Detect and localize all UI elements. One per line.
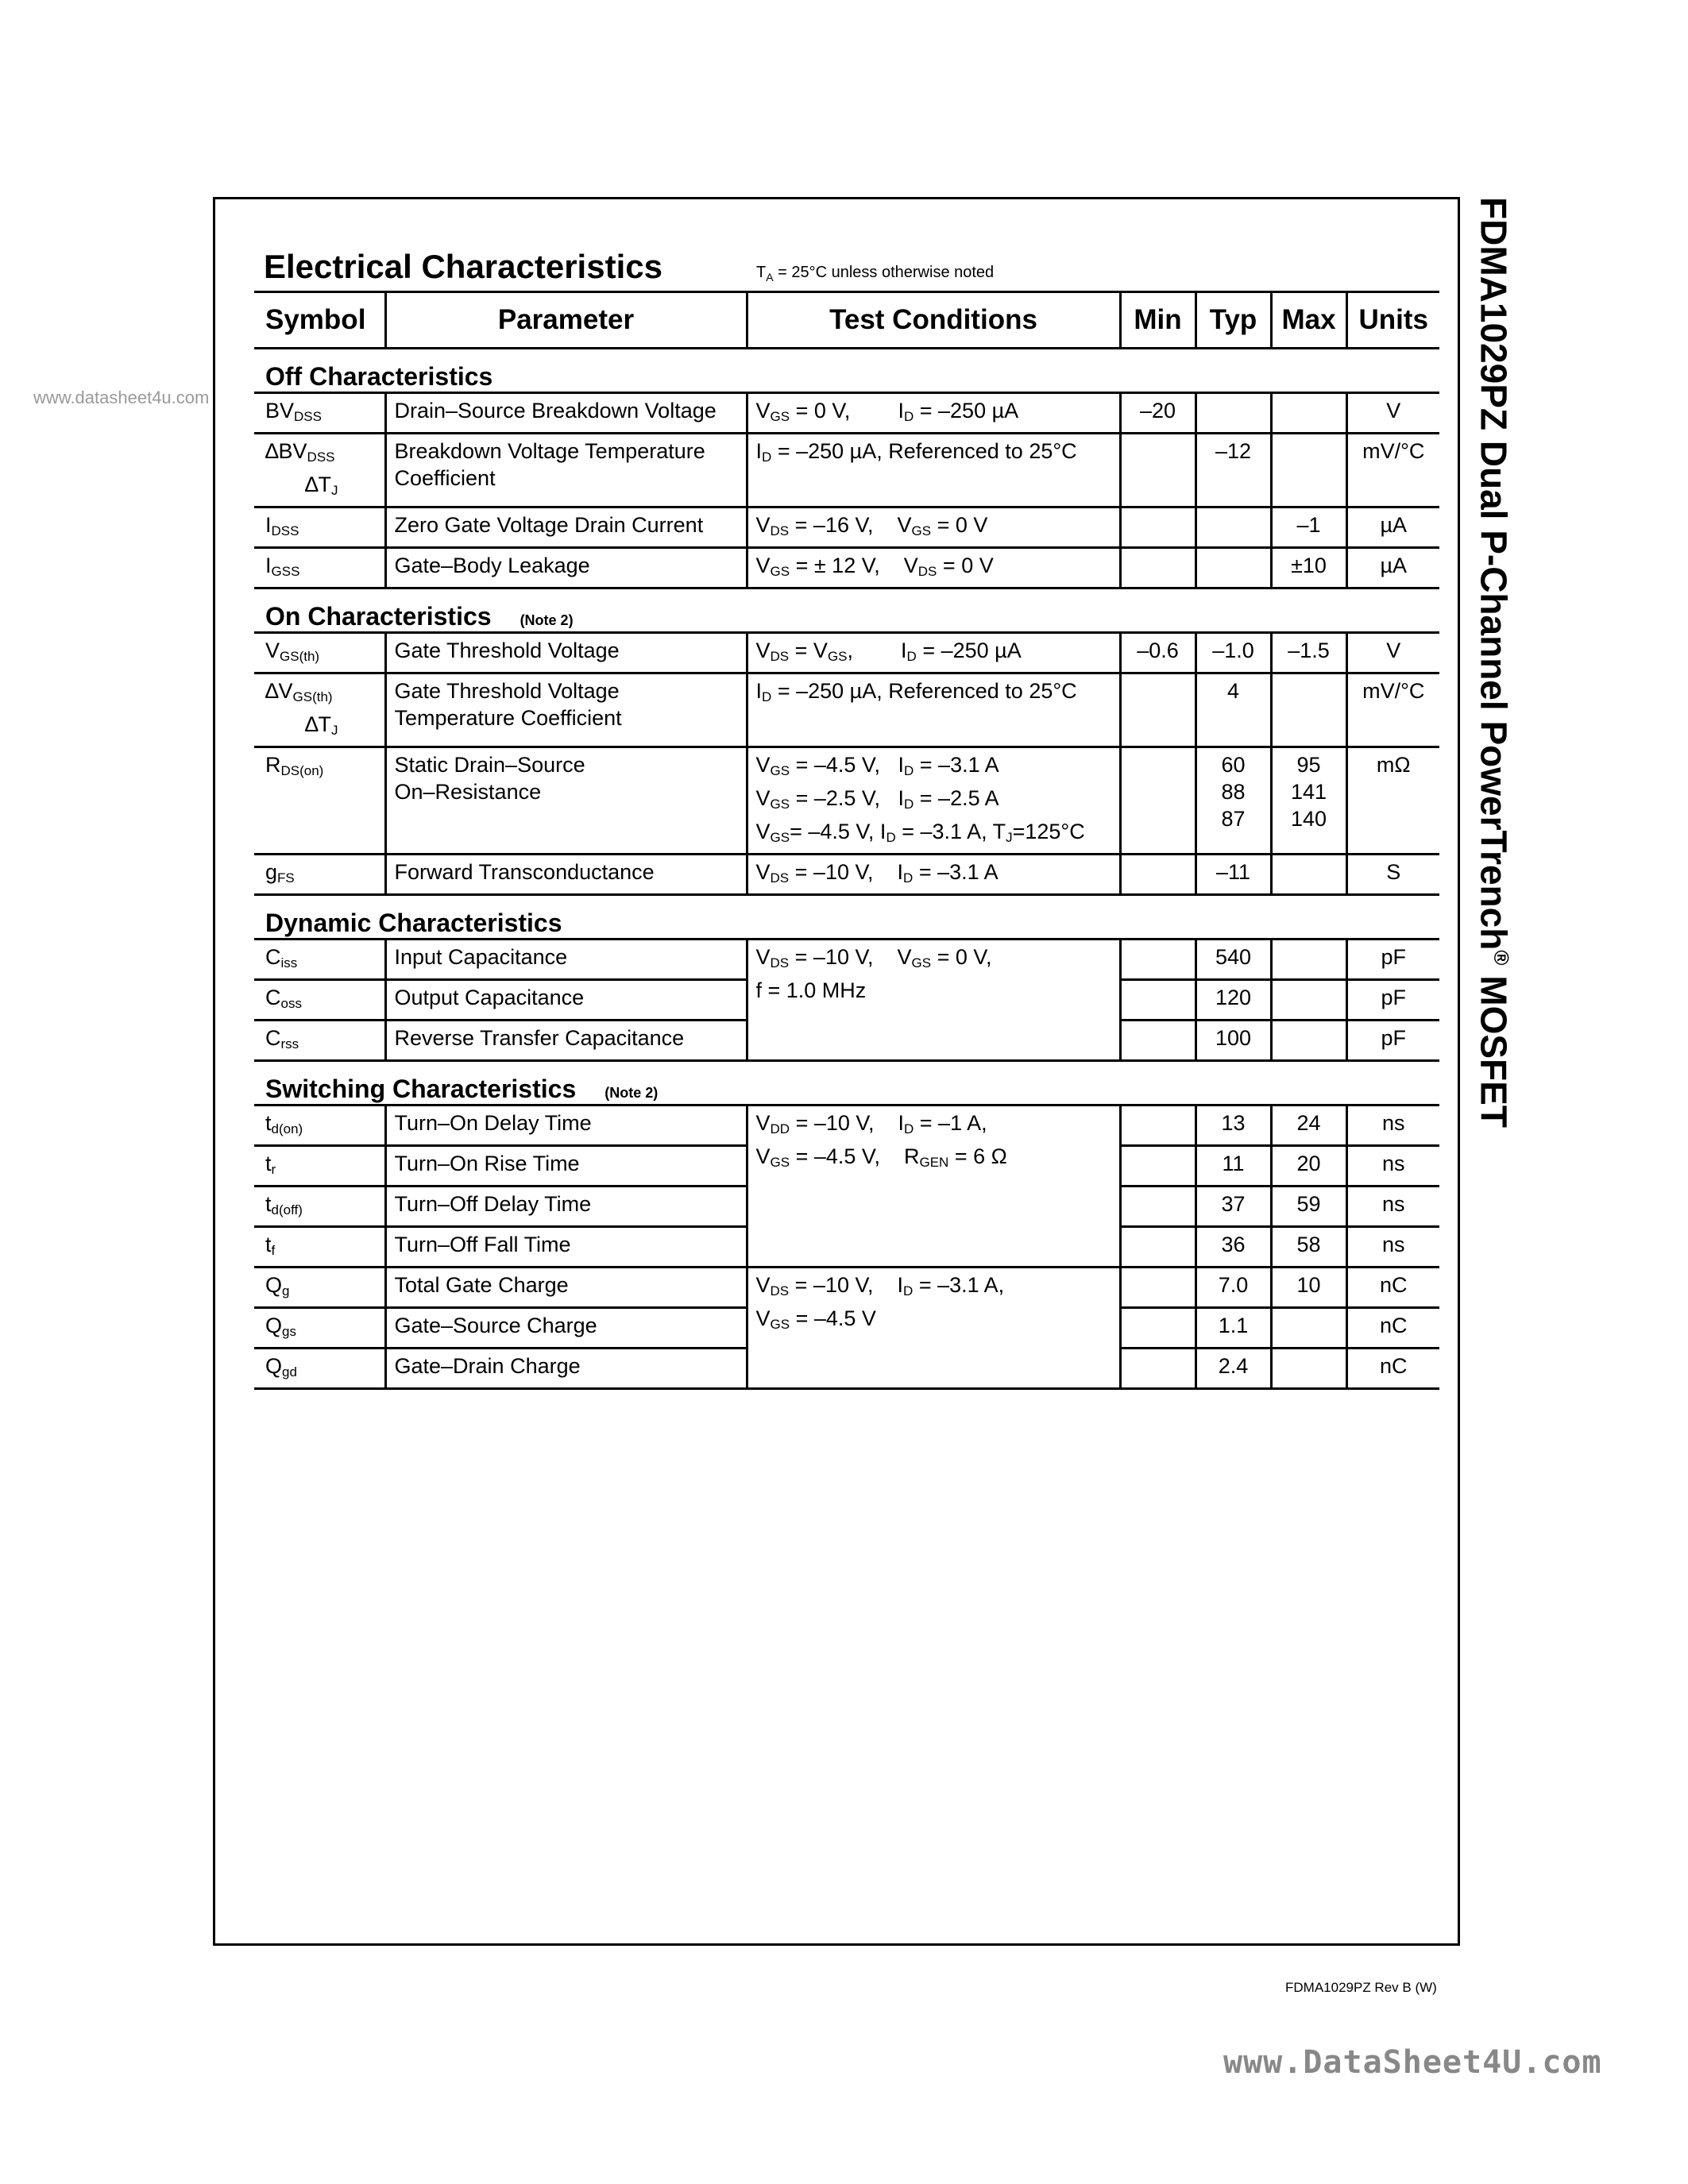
table-row: $t_f$ Turn–Off Fall Time 36 58 ns	[254, 1227, 1439, 1268]
table-row: $I_{DSS}$ Zero Gate Voltage Drain Current $V_{DS} = -16$ V, $V_{GS} = 0$ V –1 µA	[254, 507, 1439, 548]
side-title	[1466, 197, 1537, 1190]
col-min: Min	[1120, 292, 1196, 349]
table-row: $BV_{DSS}$ Drain–Source Breakdown Voltage $V_{GS} = 0$ V, $I_D = -250$ µA –20 V	[254, 393, 1439, 434]
page-title: Electrical Characteristics	[264, 248, 662, 285]
table-row: $t_{d(off)}$ Turn–Off Delay Time 37 59 ns	[254, 1187, 1439, 1227]
watermark-top: www.datasheet4u.com	[33, 388, 210, 407]
section-title: Dynamic Characteristics	[254, 895, 1439, 940]
section-row	[254, 1061, 1439, 1106]
col-max: Max	[1271, 292, 1346, 349]
revision-footer: FDMA1029PZ Rev B (W)	[1285, 1980, 1437, 1995]
table-row: $C_{oss}$ Output Capacitance 120 pF	[254, 980, 1439, 1021]
side-title-text: FDMA1029PZ Dual P-Channel PowerTrench	[1473, 197, 1515, 951]
table-row: $Q_{gd}$ Gate–Drain Charge 2.4 nC	[254, 1349, 1439, 1389]
col-test-conditions: Test Conditions	[747, 292, 1120, 349]
table-header	[254, 292, 1439, 349]
section-title: Switching Characteristics (Note 2)	[254, 1061, 1439, 1106]
col-parameter: Parameter	[385, 292, 747, 349]
table-row: $g_{FS}$ Forward Transconductance $V_{DS} = -10$ V, $I_D = -3.1$ A –11 S	[254, 855, 1439, 895]
section-heading	[264, 248, 995, 286]
table-row: $Q_g$ Total Gate Charge $V_{DS} = -10$ V, $I_D = -3.1$ A, $V_{GS} = -4.5$ V 7.0 10 nC	[254, 1268, 1439, 1308]
col-typ: Typ	[1196, 292, 1271, 349]
registered-mark: ®	[1489, 950, 1513, 966]
table-row: $\Delta BV_{DSS}$ $\Delta T_J$ Breakdown Voltage Temperature Coefficient $I_D = -250$ µA, Referenced to 25°C –12 mV/°C	[254, 434, 1439, 507]
table-row: $I_{GSS}$ Gate–Body Leakage $V_{GS}$ = ± 12 V, $V_{DS} = 0$ V ±10 µA	[254, 548, 1439, 588]
section-row	[254, 895, 1439, 940]
col-units: Units	[1346, 292, 1439, 349]
section-title: Off Characteristics	[254, 349, 1439, 393]
watermark-bottom: www.DataSheet4U.com	[1223, 2044, 1602, 2081]
table-row: $t_{d(on)}$ Turn–On Delay Time $V_{DD} = -10$ V, $I_D = -1$ A, $V_{GS} = -4.5$ V, $R_{GEN} = 6$ Ω 13 24 ns	[254, 1106, 1439, 1146]
table-row: $C_{rss}$ Reverse Transfer Capacitance 100 pF	[254, 1021, 1439, 1061]
table-row: $t_r$ Turn–On Rise Time 11 20 ns	[254, 1146, 1439, 1187]
table-row: $V_{GS(th)}$ Gate Threshold Voltage $V_{DS} = V_{GS}$, $I_D = -250$ µA –0.6 –1.0 –1.5 V	[254, 633, 1439, 673]
section-row	[254, 349, 1439, 393]
side-title-tail: MOSFET	[1473, 975, 1515, 1128]
electrical-characteristics-table	[254, 291, 1439, 1390]
table-row: $R_{DS(on)}$ Static Drain–Source On–Resistance $V_{GS} = -4.5$ V, $I_D = -3.1$ A $V_{GS} = -2.5$ V, $I_D = -2.5$ A $V_{GS}= -4.5$ V, $I_D = -3.1$ A, $T_J=125^\circ C$ 60 88 87 95 141 140 mΩ	[254, 747, 1439, 855]
table-row: $C_{iss}$ Input Capacitance $V_{DS} = -10$ V, $V_{GS} = 0$ V, f = 1.0 MHz 540 pF	[254, 940, 1439, 980]
section-row	[254, 588, 1439, 633]
col-symbol: Symbol	[254, 292, 385, 349]
section-title: On Characteristics (Note 2)	[254, 588, 1439, 633]
test-condition-note: $T_A = 25^\circ C$ unless otherwise noted	[756, 264, 995, 284]
table-row: $Q_{gs}$ Gate–Source Charge 1.1 nC	[254, 1308, 1439, 1349]
table-row: $\Delta V_{GS(th)}$ $\Delta T_J$ Gate Threshold Voltage Temperature Coefficient $I_D = -250$ µA, Referenced to 25°C 4 mV/°C	[254, 673, 1439, 747]
